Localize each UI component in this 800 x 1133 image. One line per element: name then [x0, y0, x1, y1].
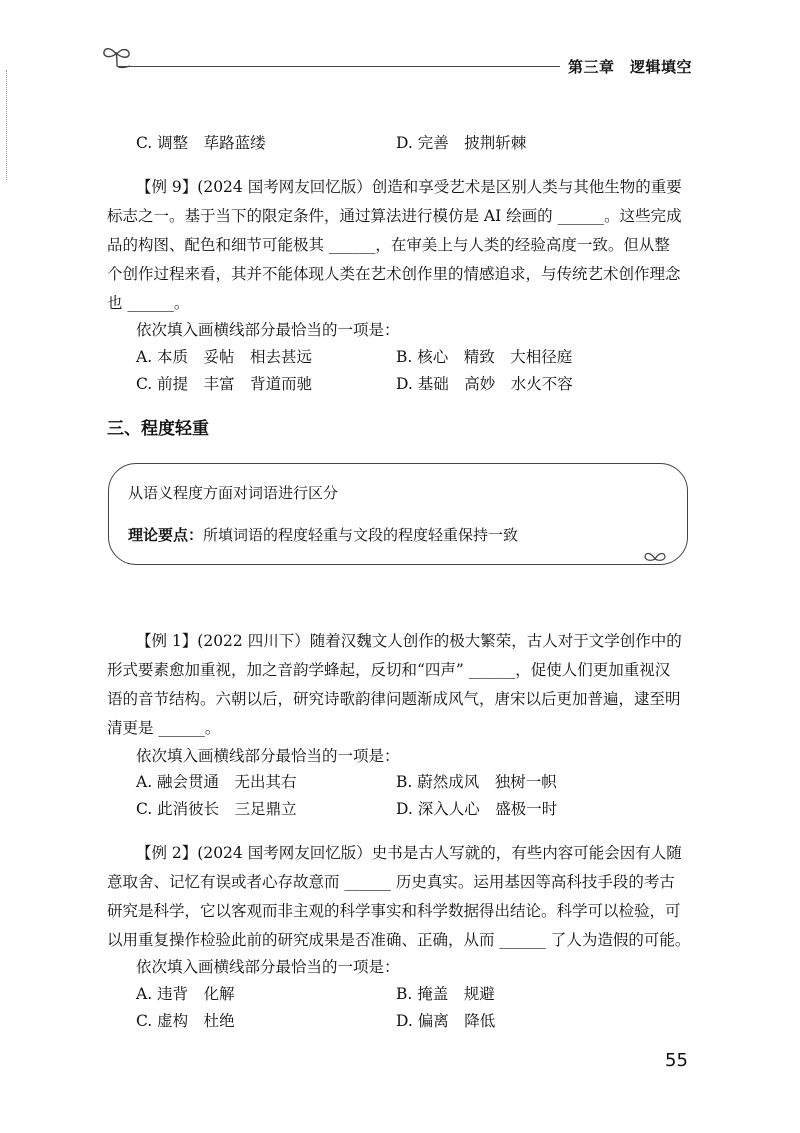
theory-box-line-2 [128, 524, 518, 545]
example-1-prompt: 依次填入画横线部分最恰当的一项是： [136, 747, 400, 765]
example-2-line-3: 研究是科学，它以客观而非主观的科学事实和科学数据得出结论。科学可以检验，可 [107, 902, 681, 920]
example-2-option-d: D. 偏离 降低 [396, 1012, 496, 1030]
example-1-line-1: 【例 1】(2022 四川下）随着汉魏文人创作的极大繁荣，古人对于文学创作中的 [136, 632, 682, 650]
margin-dots [6, 70, 9, 180]
chapter-title: 第三章 逻辑填空 [568, 58, 693, 76]
theory-label: 理论要点： [128, 526, 204, 544]
example-2-option-c: C. 虚构 杜绝 [136, 1012, 235, 1030]
example-2-option-a: A. 违背 化解 [136, 985, 235, 1003]
theory-box-line-1: 从语义程度方面对词语进行区分 [128, 484, 339, 502]
theory-box [108, 463, 688, 565]
example-9-line-2: 标志之一。基于当下的限定条件，通过算法进行模仿是 AI 绘画的 ______。这些完成 [107, 207, 682, 225]
prev-option-c: C. 调整 荜路蓝缕 [136, 134, 266, 152]
example-9-line-1: 【例 9】(2024 国考网友回忆版）创造和享受艺术是区别人类与其他生物的重要 [136, 178, 682, 196]
example-9-option-a: A. 本质 妥帖 相去甚远 [136, 348, 313, 366]
example-9-option-c: C. 前提 丰富 背道而驰 [136, 375, 313, 393]
example-9-prompt: 依次填入画横线部分最恰当的一项是： [136, 321, 400, 339]
example-2-prompt: 依次填入画横线部分最恰当的一项是： [136, 958, 400, 976]
example-2-line-4: 以用重复操作检验此前的研究成果是否准确、正确，从而 ______ 了人为造假的可能。 [107, 931, 691, 949]
page-number: 55 [665, 1050, 688, 1071]
theory-text: 所填词语的程度轻重与文段的程度轻重保持一致 [203, 526, 519, 544]
example-1-option-a: A. 融会贯通 无出其右 [136, 773, 297, 791]
example-9-option-b: B. 核心 精致 大相径庭 [396, 348, 573, 366]
example-2-line-2: 意取舍、记忆有误或者心存故意而 ______ 历史真实。运用基因等高科技手段的考古 [107, 873, 675, 891]
example-1-option-c: C. 此消彼长 三足鼎立 [136, 800, 297, 818]
section-heading: 三、程度轻重 [107, 419, 209, 439]
example-9-line-4: 个创作过程来看，其并不能体现人类在艺术创作里的情感追求，与传统艺术创作理念 [107, 265, 681, 283]
example-1-line-2: 形式要素愈加重视，加之音韵学蜂起，反切和“四声” ______，促使人们更加重视汉 [107, 661, 671, 679]
prev-option-d: D. 完善 披荆斩棘 [396, 134, 527, 152]
example-2-line-1: 【例 2】(2024 国考网友回忆版）史书是古人写就的，有些内容可能会因有人随 [136, 844, 682, 862]
header-rule [118, 66, 560, 67]
example-9-line-5: 也 ______。 [107, 294, 190, 312]
example-2-option-b: B. 掩盖 规避 [396, 985, 495, 1003]
example-1-option-d: D. 深入人心 盛极一时 [396, 800, 558, 818]
example-1-line-4: 清更是 ______。 [107, 719, 221, 737]
example-9-option-d: D. 基础 高妙 水火不容 [396, 375, 573, 393]
example-1-line-3: 语的音节结构。六朝以后，研究诗歌韵律问题渐成风气，唐宋以后更加普遍，逮至明 [107, 690, 681, 708]
small-leaf-icon [642, 549, 668, 563]
example-9-line-3: 品的构图、配色和细节可能极其 ______，在审美上与人类的经验高度一致。但从整 [107, 236, 670, 254]
example-1-option-b: B. 蔚然成风 独树一帜 [396, 773, 557, 791]
